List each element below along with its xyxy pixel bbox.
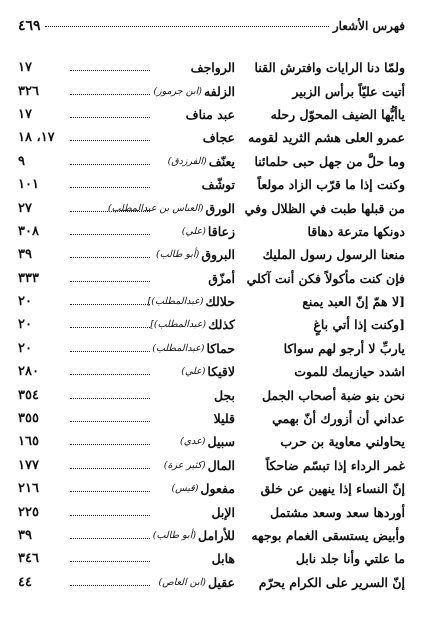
index-row [18,126,405,149]
rhyme-cell [153,60,235,75]
verse-opening: ياربِّ لا أرجو لهم سواكا [283,340,405,356]
poet-name: (عبدالمطلب)] [150,319,207,331]
verse-opening: غمر الرداء إذا تبسّم ضاحكاً [265,457,405,473]
rhyme-cell [153,130,235,145]
dot-leader [70,398,150,399]
poet-name: (أبو طالب) [152,530,197,541]
verse-opening: وأبيض يستسقى الغمام بوجهه [251,528,405,543]
index-row [18,477,405,500]
page-reference: ١٧ [18,60,32,76]
rhyme-word: الزلفه [203,83,235,99]
page-reference: ٣٠٨ [18,223,39,239]
page-reference: ٣٩ [18,247,32,263]
page-reference: ٤٤ [18,574,32,590]
rhyme-cell [153,84,235,99]
dot-leader [70,468,150,469]
rhyme-cell [153,528,235,543]
rhyme-cell [150,317,235,333]
verse-opening: ياأيُّها الضيف المحوّل رحله [270,106,405,122]
page-header [18,18,405,36]
verse-opening: اشدد حيازيمك للموت [294,364,405,380]
rhyme-word: لاقيكا [207,364,235,380]
verse-opening: أتيت عليّاً برأس الزبير [292,83,405,99]
rhyme-cell [153,458,235,473]
rhyme-word: عبد مناف [185,106,235,122]
dot-leader [70,187,150,188]
dot-leader [70,117,150,118]
page-reference: ٢٠ [18,340,32,356]
dot-leader [70,94,150,95]
index-row [18,360,405,383]
poet-name: (علي) [181,366,206,378]
page-reference: ١٧٧ [18,457,39,473]
verse-opening: إنّ النساء إذا ينهين عن خلق [260,481,405,497]
verse-opening: [لا همّ إنّ العبد يمنع [302,294,405,310]
dot-leader [70,140,150,141]
page-header-title: فهرس الأشعار [332,19,405,33]
rhyme-cell [153,388,235,403]
rhyme-word: الإبل [211,504,235,520]
index-row [18,243,405,266]
verse-opening: [وكنت إذا أتي باغٍ [313,317,405,333]
verse-opening: دونكها مترعة دهاقا [307,223,405,239]
index-row [18,383,405,406]
rhyme-word: عجاف [202,130,235,146]
verse-opening: يحاولني معاوية بن حرب [280,434,405,450]
verse-opening: فإن كنت مأكولاً فكن أنت آكلي [246,270,405,286]
dot-leader [70,164,150,165]
index-row [18,56,405,79]
page-reference: ٢٠ [18,294,32,310]
poet-name: (عبدالمطلب) [152,342,205,354]
rhyme-word: حلالك [205,294,235,310]
rhyme-word: الرواجف [190,60,235,76]
rhyme-cell [153,341,235,356]
rhyme-word: مفعول [200,481,235,497]
page-number: ٤٦٩ [18,18,41,34]
rhyme-word: هابل [211,551,235,567]
verse-opening: من قبلها طبت في الظلال وفي [244,200,405,216]
poet-name: (العباس بن عبدالمطلب) [107,202,204,214]
index-row [18,173,405,196]
index-row [18,454,405,477]
verse-opening: عمرو العلى هشم الثريد لقومه [248,130,405,146]
poet-name: (الفرزدق) [167,155,207,167]
dot-leader [70,327,150,328]
rhyme-cell [153,107,235,122]
rhyme-word: بجل [213,387,235,403]
rhyme-word: الورق [205,200,235,216]
rhyme-word: المال [207,457,235,473]
rhyme-word: أمزّق [208,270,235,286]
index-row [18,571,405,594]
page-reference: ٢٠ [18,317,32,333]
dot-leader [70,444,150,445]
rhyme-cell [153,481,235,496]
rhyme-cell [153,177,235,192]
rhyme-cell [153,224,235,239]
index-row [18,150,405,173]
index-row [18,220,405,243]
page-reference: ١٧، ١٨ [18,130,55,146]
rhyme-cell [147,294,235,310]
page-reference: ٣٢٦ [18,83,39,99]
index-row [18,313,405,336]
verse-index-list [18,56,405,594]
dot-leader [70,491,150,492]
index-row [18,407,405,430]
page-reference: ٣٥٥ [18,411,39,427]
rhyme-word: البروق [201,247,235,263]
rhyme-cell [153,505,235,520]
rhyme-word: عقيل [207,574,235,590]
rhyme-cell [153,551,235,566]
verse-opening: ولمّا دنا الرايات وافترش القنا [254,60,405,76]
dot-leader [70,281,150,282]
page-reference: ٣٩ [18,528,32,543]
index-row [18,196,405,219]
rhyme-cell [153,271,235,286]
poet-name: (عدي) [180,436,206,448]
rhyme-cell [153,411,235,426]
index-row [18,524,405,547]
index-row [18,103,405,126]
dot-leader [70,211,150,212]
poet-name: (كثير عزة) [163,459,206,471]
dot-leader [70,374,150,375]
rhyme-word: توشّف [201,177,235,193]
rhyme-word: سبيل [207,434,235,450]
index-row [18,547,405,570]
rhyme-word: يعنّف [208,153,235,169]
rhyme-cell [107,200,235,216]
page-reference: ٢١٦ [18,481,39,497]
page-reference: ٣٥٤ [18,387,39,403]
rhyme-cell [153,154,235,169]
verse-opening: أوردها سعد وسعد مشتمل [269,504,405,520]
verse-opening: وما حلَّ من جهل حبى حلمائنا [254,153,405,169]
poet-name: (علي) [181,225,206,237]
verse-opening: نحن بنو ضبة أصحاب الجمل [261,387,405,403]
poet-name: (ابن العاص) [158,576,206,588]
rhyme-word: قليلا [213,411,235,427]
poet-name: (ابن جرموز) [153,85,202,97]
page-reference: ٢٧ [18,200,32,216]
index-row [18,500,405,523]
index-row [18,337,405,360]
verse-opening: ما علتي وأنا جلد نابل [295,551,405,567]
rhyme-cell [153,247,235,262]
rhyme-word: حماكا [206,340,235,356]
rhyme-word: للأرامل [198,528,235,543]
header-dot-leader [45,26,329,27]
page-reference: ٩ [18,153,25,169]
page-reference: ٣٤٦ [18,551,39,567]
dot-leader [70,538,150,539]
dot-leader [70,421,150,422]
poet-name: (أبو طالب) [156,249,200,261]
rhyme-cell [153,434,235,449]
dot-leader [70,257,150,258]
dot-leader [70,561,150,562]
dot-leader [70,351,150,352]
poet-name: (قيس) [171,483,199,495]
page-reference: ٢٨٠ [18,364,39,380]
dot-leader [70,70,150,71]
page-reference: ١٠١ [18,177,39,193]
verse-opening: وكنت إذا ما قرّب الزاد مولعاً [257,177,405,193]
verse-opening: منعنا الرسول رسول المليك [262,247,405,263]
rhyme-cell [153,575,235,590]
verse-opening: عداني أن أزورك أنّ بهمي [272,411,405,427]
rhyme-cell [153,364,235,379]
rhyme-word: زعاقا [207,223,235,239]
dot-leader [70,234,150,235]
page-reference: ٣٣٣ [18,270,39,286]
index-row [18,430,405,453]
page-reference: ٢٢٥ [18,504,39,520]
poet-name: (عبدالمطلب)] [147,296,204,308]
dot-leader [70,304,150,305]
verse-opening: إنّ السرير على الكرام يحرّم [258,574,405,590]
index-row [18,79,405,102]
rhyme-word: كذلك [208,317,235,333]
dot-leader [70,585,150,586]
page-reference: ١٦٥ [18,434,39,450]
dot-leader [70,515,150,516]
page-reference: ١٧ [18,106,32,122]
index-row [18,267,405,290]
index-row [18,290,405,313]
